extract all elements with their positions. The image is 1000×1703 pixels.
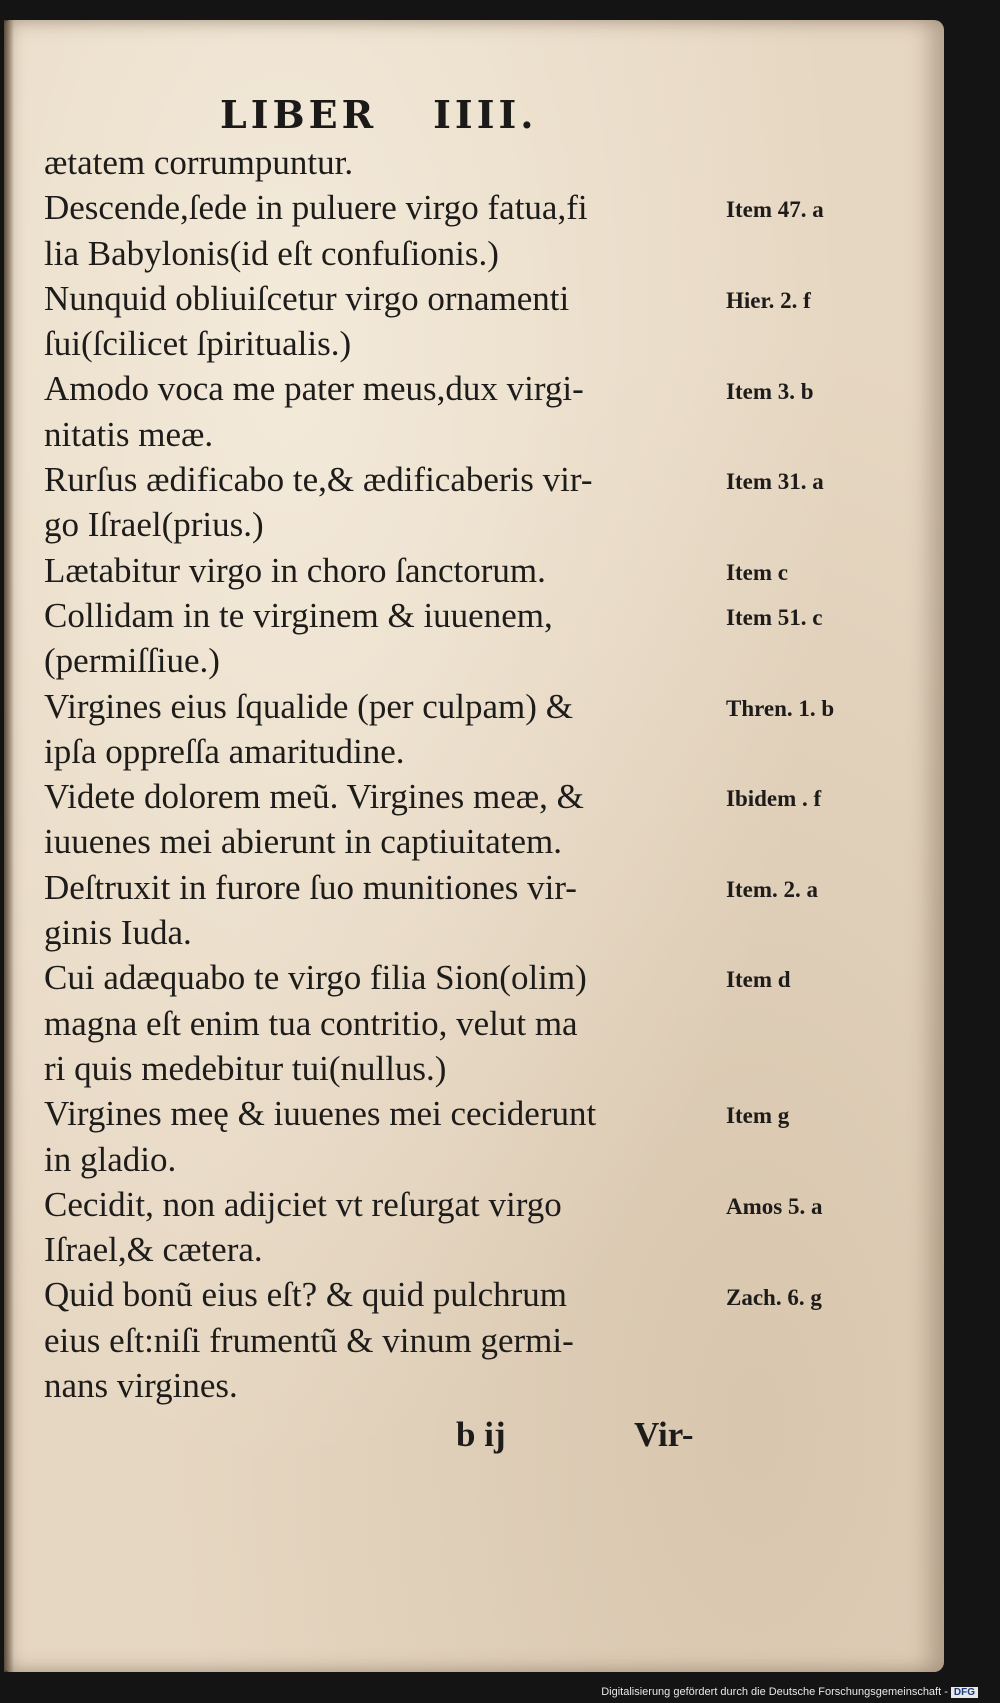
marginal-note: Item 3. b <box>726 378 814 404</box>
text-line: Lætabitur virgo in choro ſanctorum. <box>44 550 546 590</box>
running-head-left: LIBER <box>220 92 378 137</box>
text-line: nans virgines. <box>44 1366 238 1406</box>
marginal-note: Thren. 1. b <box>726 695 835 721</box>
text-line: Amodo voca me pater meus,dux virgi- <box>44 369 584 409</box>
marginal-note: Hier. 2. f <box>726 287 811 313</box>
text-line: ginis Iuda. <box>44 913 192 953</box>
marginal-note: Item c <box>726 559 788 585</box>
running-head <box>220 92 538 137</box>
marginal-note: Item g <box>726 1103 790 1129</box>
text-line: Nunquid obliuiſcetur virgo ornamenti <box>44 278 570 318</box>
text-line: ſui(ſcilicet ſpiritualis.) <box>44 324 352 364</box>
text-line: Videte dolorem meũ. Virgines meæ, & <box>44 777 584 817</box>
text-line: Cecidit, non adijciet vt reſurgat virgo <box>44 1184 562 1224</box>
marginal-note: Amos 5. a <box>726 1193 823 1219</box>
running-head-right: IIII. <box>433 92 538 137</box>
signature-mark: b ij <box>456 1415 506 1454</box>
text-line: Iſrael,& cætera. <box>44 1230 263 1270</box>
text-line: (permiſſiue.) <box>44 641 220 681</box>
text-line: ri quis medebitur tui(nullus.) <box>44 1048 447 1088</box>
page-gutter-shadow <box>4 20 14 1672</box>
catchword: Vir- <box>634 1415 694 1454</box>
text-line: Collidam in te virginem & iuuenem, <box>44 595 553 635</box>
text-line: Cui adæquabo te virgo filia Sion(olim) <box>44 958 587 998</box>
text-line: Descende,ſede in puluere virgo fatua,fi <box>44 188 588 228</box>
main-text <box>44 140 724 1408</box>
marginal-note: Zach. 6. g <box>726 1284 822 1310</box>
credit-text: Digitalisierung gefördert durch die Deutsche Forschungsgemeinschaft - <box>601 1686 948 1698</box>
text-line: Quid bonũ eius eſt? & quid pulchrum <box>44 1275 567 1315</box>
text-line: iuuenes mei abierunt in captiuitatem. <box>44 822 563 862</box>
text-line: ipſa oppreſſa amaritudine. <box>44 731 405 771</box>
marginal-note: Ibidem . f <box>726 786 822 812</box>
text-line: go Iſrael(prius.) <box>44 505 264 545</box>
dfg-logo: DFG <box>951 1687 978 1698</box>
marginal-note: Item 31. a <box>726 469 824 495</box>
marginal-note: Item d <box>726 967 791 993</box>
text-line: Rurſus ædificabo te,& ædificaberis vir- <box>44 460 593 500</box>
text-line: ætatem corrumpuntur. <box>44 143 354 182</box>
digitization-credit <box>601 1686 978 1698</box>
text-line: lia Babylonis(id eſt confuſionis.) <box>44 233 499 273</box>
text-line: magna eſt enim tua contritio, velut ma <box>44 1003 578 1043</box>
marginal-note: Item. 2. a <box>726 876 818 902</box>
text-line: Virgines meę & iuuenes mei ceciderunt <box>44 1094 597 1134</box>
marginal-note: Item 51. c <box>726 605 823 630</box>
text-line: Virgines eius ſqualide (per culpam) & <box>44 686 573 726</box>
marginal-note: Item 47. a <box>726 197 824 223</box>
text-line: nitatis meæ. <box>44 414 214 454</box>
text-line: eius eſt:niſi frumentũ & vinum germi- <box>44 1320 574 1360</box>
text-line: Deſtruxit in furore ſuo munitiones vir- <box>44 867 577 907</box>
text-line: in gladio. <box>44 1139 177 1179</box>
